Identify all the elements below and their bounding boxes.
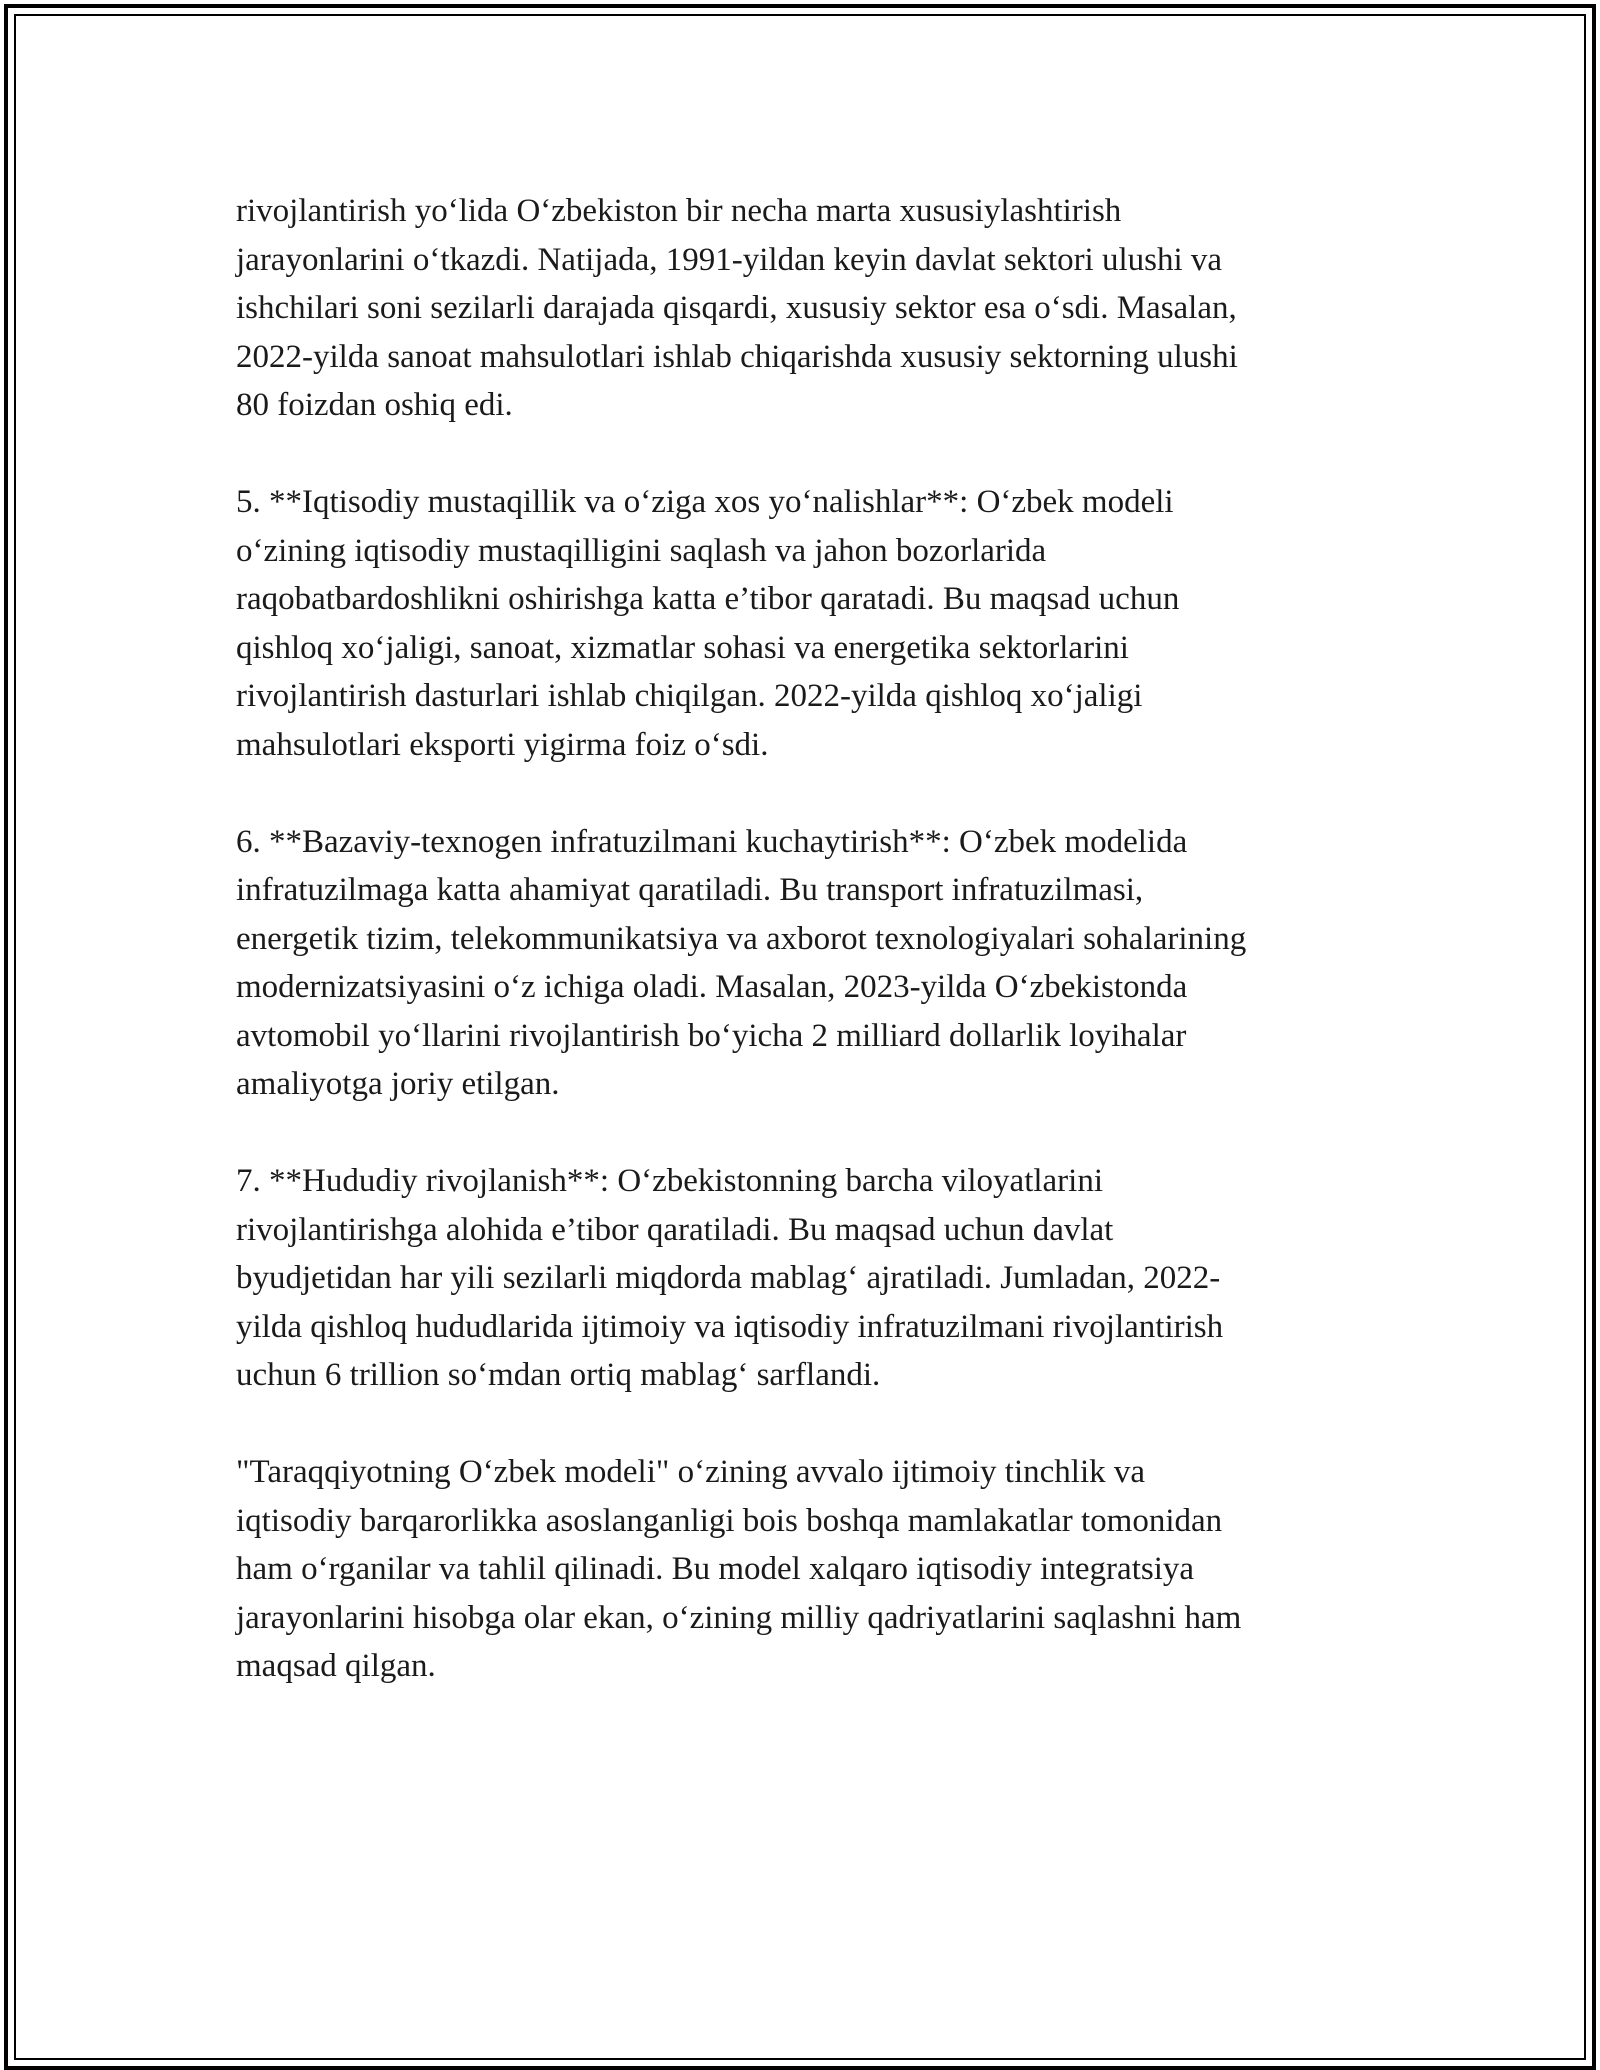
paragraph-regional-development: 7. **Hududiy rivojlanish**: O‘zbekistonning barcha viloyatlarini rivojlantirishga alohida e’tibor qaratiladi. Bu maqsad uchun davlat byudjetidan har yili sezilarli miqdorda mablag‘ ajratiladi. Jumladan, 2022- yilda qishloq hududlarida ijtimoiy va iqtisodiy infratuzilmani rivojlantirish uchun 6 trillion so‘mdan ortiq mablag‘ sarflandi.: [236, 1163, 1224, 1393]
document-body: [236, 187, 1386, 1739]
paragraph-conclusion: "Taraqqiyotning O‘zbek modeli" o‘zining avvalo ijtimoiy tinchlik va iqtisodiy barqarorlikka asoslanganligi bois boshqa mamlakatlar tomonidan ham o‘rganilar va tahlil qilinadi. Bu model xalqaro iqtisodiy integratsiya jarayonlarini hisobga olar ekan, o‘zining milliy qadriyatlarini saqlashni ham maqsad qilgan.: [236, 1454, 1242, 1684]
paragraph-economic-independence: 5. **Iqtisodiy mustaqillik va o‘ziga xos yo‘nalishlar**: O‘zbek modeli o‘zining iqtisodiy mustaqilligini saqlash va jahon bozorlarida raqobatbardoshlikni oshirishga katta e’tibor qaratadi. Bu maqsad uchun qishloq xo‘jaligi, sanoat, xizmatlar sohasi va energetika sektorlarini rivojlantirish dasturlari ishlab chiqilgan. 2022-yilda qishloq xo‘jaligi mahsulotlari eksporti yigirma foiz o‘sdi.: [236, 484, 1180, 763]
paragraph-infrastructure: 6. **Bazaviy-texnogen infratuzilmani kuchaytirish**: O‘zbek modelida infratuzilmaga katta ahamiyat qaratiladi. Bu transport infratuzilmasi, energetik tizim, telekommunikatsiya va axborot texnologiyalari sohalarining modernizatsiyasini o‘z ichiga oladi. Masalan, 2023-yilda O‘zbekistonda avtomobil yo‘llarini rivojlantirish bo‘yicha 2 milliard dollarlik loyihalar amaliyotga joriy etilgan.: [236, 823, 1247, 1102]
paragraph-privatization: rivojlantirish yo‘lida O‘zbekiston bir necha marta xususiylashtirish jarayonlarini o‘tkazdi. Natijada, 1991-yildan keyin davlat sektori ulushi va ishchilari soni sezilarli darajada qisqardi, xususiy sektor esa o‘sdi. Masalan, 2022-yilda sanoat mahsulotlari ishlab chiqarishda xususiy sektorning ulushi 80 foizdan oshiq edi.: [236, 193, 1238, 423]
